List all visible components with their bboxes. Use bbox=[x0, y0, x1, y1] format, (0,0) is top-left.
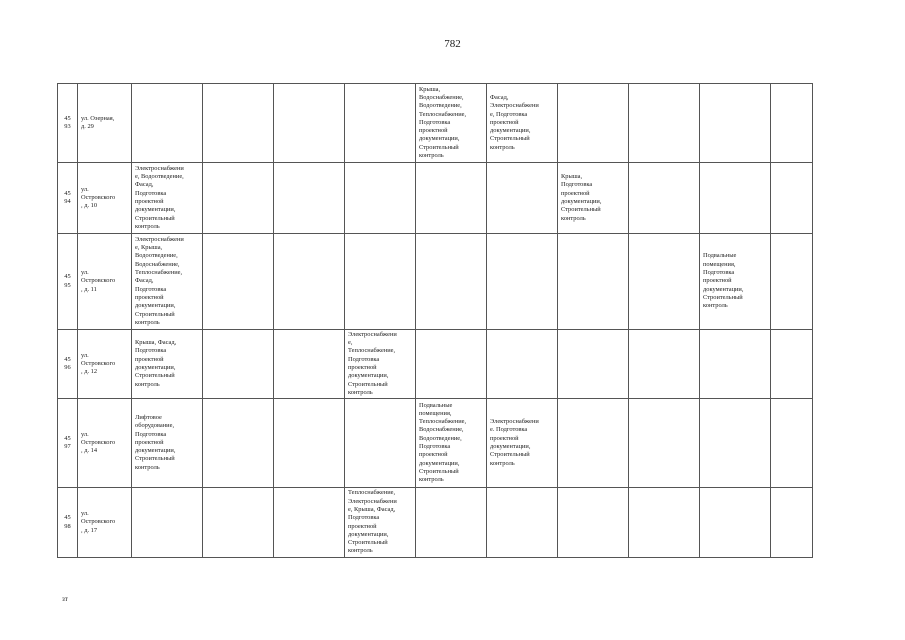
work-cell bbox=[274, 84, 345, 163]
work-cell bbox=[629, 163, 700, 234]
work-cell bbox=[700, 84, 771, 163]
row-number-cell: 45 93 bbox=[58, 84, 78, 163]
table-row bbox=[58, 163, 813, 234]
work-cell: Фасад, Электроснабжени е, Подготовка проектной документации, Строительный контроль bbox=[487, 84, 558, 163]
work-cell bbox=[274, 234, 345, 330]
work-cell bbox=[629, 399, 700, 488]
work-cell bbox=[203, 234, 274, 330]
work-cell bbox=[629, 84, 700, 163]
work-cell bbox=[203, 163, 274, 234]
work-cell bbox=[629, 234, 700, 330]
work-cell bbox=[558, 399, 629, 488]
work-cell bbox=[416, 330, 487, 399]
work-cell bbox=[771, 84, 813, 163]
work-cell bbox=[771, 399, 813, 488]
work-cell bbox=[274, 330, 345, 399]
work-cell bbox=[274, 163, 345, 234]
work-cell: Электроснабжени е, Теплоснабжение, Подготовка проектной документации, Строительный контроль bbox=[345, 330, 416, 399]
work-cell bbox=[558, 84, 629, 163]
work-cell bbox=[416, 234, 487, 330]
work-cell bbox=[700, 399, 771, 488]
work-cell bbox=[700, 330, 771, 399]
work-cell bbox=[274, 399, 345, 488]
work-cell bbox=[771, 234, 813, 330]
table-row bbox=[58, 399, 813, 488]
work-cell: Электроснабжени е, Крыша, Водоотведение, Водоснабжение, Теплоснабжение, Фасад, Подготовка проектной документации, Строительный контроль bbox=[132, 234, 203, 330]
work-cell bbox=[203, 399, 274, 488]
address-cell: ул. Островского , д. 14 bbox=[78, 399, 132, 488]
work-cell bbox=[132, 84, 203, 163]
work-cell bbox=[558, 234, 629, 330]
work-cell bbox=[345, 234, 416, 330]
work-cell bbox=[487, 330, 558, 399]
work-cell bbox=[345, 399, 416, 488]
work-cell: Крыша, Фасад, Подготовка проектной документации, Строительный контроль bbox=[132, 330, 203, 399]
row-number-cell: 45 95 bbox=[58, 234, 78, 330]
work-cell bbox=[771, 488, 813, 558]
work-cell bbox=[345, 84, 416, 163]
work-cell bbox=[487, 488, 558, 558]
work-cell bbox=[274, 488, 345, 558]
row-number-cell: 45 94 bbox=[58, 163, 78, 234]
page-number: 782 bbox=[444, 38, 461, 50]
work-cell bbox=[700, 488, 771, 558]
work-cell bbox=[487, 234, 558, 330]
work-cell bbox=[345, 163, 416, 234]
address-cell: ул. Островского , д. 11 bbox=[78, 234, 132, 330]
work-cell bbox=[416, 163, 487, 234]
work-cell bbox=[203, 488, 274, 558]
table-row bbox=[58, 84, 813, 163]
table-row bbox=[58, 488, 813, 558]
work-cell: Крыша, Водоснабжение, Водоотведение, Теплоснабжение, Подготовка проектной документации, Строительный контроль bbox=[416, 84, 487, 163]
footer-code: зт bbox=[62, 595, 68, 603]
work-cell bbox=[203, 84, 274, 163]
work-cell bbox=[771, 163, 813, 234]
work-cell: Лифтовое оборудование, Подготовка проектной документации, Строительный контроль bbox=[132, 399, 203, 488]
work-cell: Теплоснабжение, Электроснабжени е, Крыша, Фасад, Подготовка проектной документации, Строительный контроль bbox=[345, 488, 416, 558]
row-number-cell: 45 98 bbox=[58, 488, 78, 558]
work-cell bbox=[487, 163, 558, 234]
work-cell bbox=[132, 488, 203, 558]
work-cell bbox=[629, 488, 700, 558]
row-number-cell: 45 97 bbox=[58, 399, 78, 488]
table-row bbox=[58, 234, 813, 330]
address-cell: ул. Островского , д. 17 bbox=[78, 488, 132, 558]
address-cell: ул. Островского , д. 10 bbox=[78, 163, 132, 234]
address-cell: ул. Озерная, д. 29 bbox=[78, 84, 132, 163]
work-cell: Электроснабжени е, Водоотведение, Фасад, Подготовка проектной документации, Строительный контроль bbox=[132, 163, 203, 234]
address-cell: ул. Островского , д. 12 bbox=[78, 330, 132, 399]
row-number-cell: 45 96 bbox=[58, 330, 78, 399]
repair-schedule-table bbox=[57, 83, 813, 558]
work-cell: Подвальные помещения, Теплоснабжение, Водоснабжение, Водоотведение, Подготовка проектной документации, Строительный контроль bbox=[416, 399, 487, 488]
work-cell bbox=[700, 163, 771, 234]
work-cell: Крыша, Подготовка проектной документации, Строительный контроль bbox=[558, 163, 629, 234]
work-cell bbox=[558, 488, 629, 558]
work-cell bbox=[558, 330, 629, 399]
work-cell bbox=[203, 330, 274, 399]
work-cell: Электроснабжени е. Подготовка проектной документации, Строительный контроль bbox=[487, 399, 558, 488]
work-cell bbox=[629, 330, 700, 399]
table-row bbox=[58, 330, 813, 399]
work-cell bbox=[771, 330, 813, 399]
work-cell bbox=[416, 488, 487, 558]
work-cell: Подвальные помещения, Подготовка проектной документации, Строительный контроль bbox=[700, 234, 771, 330]
